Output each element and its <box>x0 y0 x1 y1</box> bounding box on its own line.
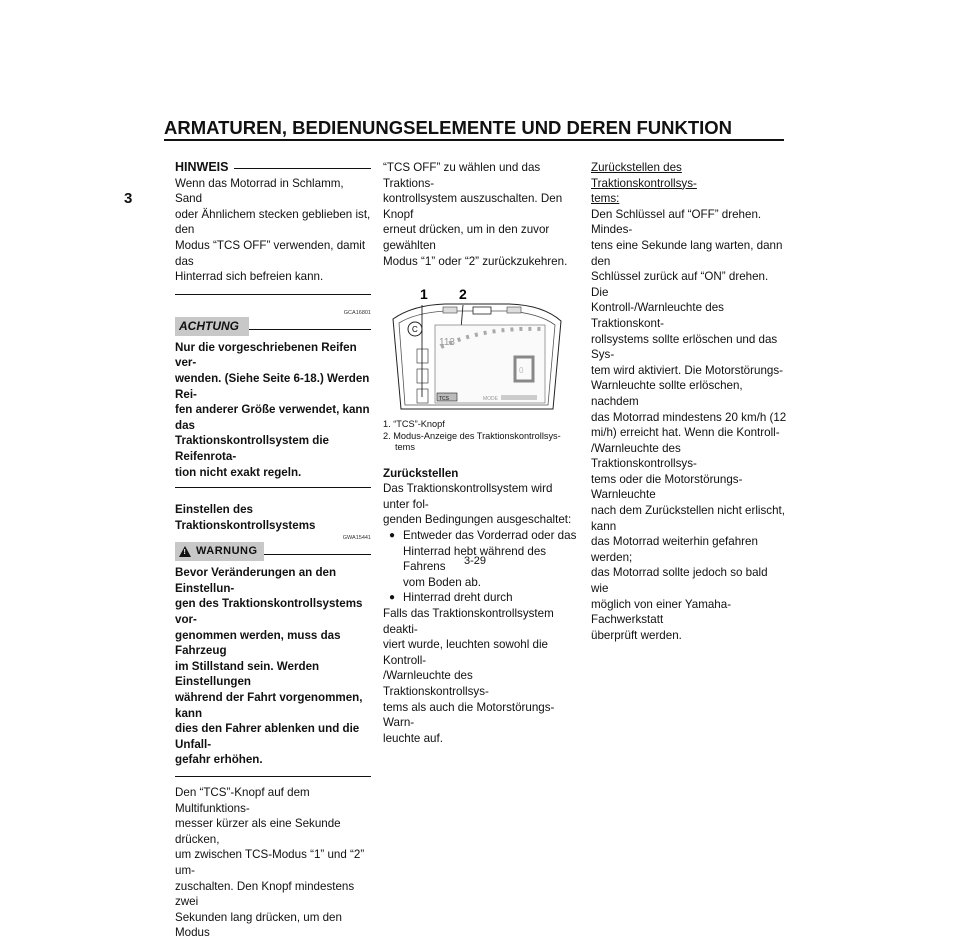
body-line: Kontroll-/Warnleuchte des Traktionskont- <box>591 301 724 330</box>
caption-2: 2. Modus-Anzeige des Traktionskontrollsys- <box>383 430 561 441</box>
body-line: tems oder die Motorstörungs-Warnleuchte <box>591 472 743 502</box>
title-rule <box>164 139 784 141</box>
intro-line: “TCS OFF” zu wählen und das Traktions- <box>383 161 541 190</box>
hinweis-line: Modus “TCS OFF” verwenden, damit das <box>175 238 366 268</box>
body-line: messer kürzer als eine Sekunde drücken, <box>175 817 341 846</box>
warning-triangle-icon: ! <box>179 546 191 557</box>
warnung-line: Bevor Veränderungen an den Einstellun- <box>175 566 337 595</box>
warnung-code: GWA15441 <box>342 535 371 542</box>
display-tcs: TCS <box>439 396 449 403</box>
body-line: zuschalten. Den Knopf mindestens zwei <box>175 879 355 909</box>
multifunction-meter-illustration <box>383 269 573 419</box>
warnung-header <box>175 542 371 561</box>
body-line: tem wird aktiviert. Die Motorstörungs- <box>591 363 783 377</box>
achtung-line: wenden. (Siehe Seite 6-18.) Werden Rei- <box>175 371 370 401</box>
body-line: das Motorrad mindestens 20 km/h (12 <box>591 410 787 424</box>
after-line: leuchte auf. <box>383 731 443 745</box>
display-speed: 113 <box>439 337 455 349</box>
column-1 <box>175 160 371 941</box>
body-line: das Motorrad sollte jedoch so bald wie <box>591 566 768 596</box>
bullet-text: Hinterrad hebt während des Fahrens <box>403 544 547 574</box>
body-line: möglich von einer Yamaha-Fachwerkstatt <box>591 597 732 627</box>
warnung-line: gen des Traktionskontrollsystems vor- <box>175 597 363 627</box>
reset-line: Das Traktionskontrollsystem wird unter fol- <box>383 482 553 511</box>
after-line: Falls das Traktionskontrollsystem deakti- <box>383 607 554 636</box>
achtung-line: Nur die vorgeschriebenen Reifen ver- <box>175 340 357 370</box>
hinweis-rule <box>234 168 371 169</box>
body-line: das Motorrad weiterhin gefahren werden; <box>591 535 758 564</box>
reset-section-heading: Zurückstellen des Traktionskontrollsys- <box>591 161 697 190</box>
reset-heading: Zurückstellen <box>383 466 459 480</box>
achtung-header <box>175 317 371 336</box>
warnung-line: gefahr erhöhen. <box>175 753 263 767</box>
achtung-line: Traktionskontrollsystem die Reifenrota- <box>175 434 329 463</box>
intro-line: kontrollsystem auszuschalten. Den Knopf <box>383 192 563 221</box>
body-line: mi/h) erreicht hat. Wenn die Kontroll- <box>591 426 780 440</box>
meter-figure <box>383 269 573 419</box>
after-line: viert wurde, leuchten sowohl die Kontroll- <box>383 638 548 667</box>
display-gear: 0 <box>519 366 524 376</box>
bullet-text: Entweder das Vorderrad oder das <box>403 529 577 543</box>
body-line: Den Schlüssel auf “OFF” drehen. Mindes- <box>591 207 762 237</box>
list-item <box>383 590 579 606</box>
bullet-icon: ● <box>389 530 396 542</box>
achtung-code: GCA16801 <box>343 309 371 316</box>
warnung-rule <box>264 554 371 555</box>
warnung-line: dies den Fahrer ablenken und die Unfall- <box>175 722 360 751</box>
warnung-line: während der Fahrt vorgenommen, kann <box>175 691 363 720</box>
caption-1: 1. “TCS”-Knopf <box>383 419 445 430</box>
page-title: ARMATUREN, BEDIENUNGSELEMENTE UND DEREN FUNKTION <box>164 117 733 138</box>
reset-line: genden Bedingungen ausgeschaltet: <box>383 513 572 527</box>
intro-line: erneut drücken, um in den zuvor gewählten <box>383 223 550 252</box>
page-number: 3-29 <box>464 555 487 567</box>
achtung-badge: ACHTUNG <box>175 317 249 336</box>
figure-label-2: 2 <box>459 286 467 303</box>
warnung-line: genommen werden, muss das Fahrzeug <box>175 628 341 658</box>
achtung-line: fen anderer Größe verwendet, kann das <box>175 403 370 432</box>
column-3 <box>591 160 787 643</box>
hinweis-label: HINWEIS <box>175 160 229 174</box>
hinweis-line: oder Ähnlichem stecken geblieben ist, den <box>175 207 371 237</box>
body-line: /Warnleuchte des Traktionskontrollsys- <box>591 441 697 471</box>
achtung-line: tion nicht exakt regeln. <box>175 465 302 479</box>
section-heading: Einstellen des Traktionskontrollsystems <box>175 503 316 532</box>
body-line: Den “TCS”-Knopf auf dem Multifunktions- <box>175 786 310 815</box>
after-line: tems als auch die Motorstörungs-Warn- <box>383 700 555 730</box>
svg-text:C: C <box>412 325 418 335</box>
bullet-text: Hinterrad dreht durch <box>403 591 513 605</box>
warnung-line: im Stillstand sein. Werden Einstellungen <box>175 659 320 689</box>
chapter-number: 3 <box>124 190 133 207</box>
hinweis-line: Hinterrad sich befreien kann. <box>175 270 324 284</box>
reset-section-heading-cont: tems: <box>591 192 620 206</box>
achtung-rule <box>249 329 371 330</box>
body-line: tens eine Sekunde lang warten, dann den <box>591 238 783 268</box>
body-line: um zwischen TCS-Modus “1” und “2” um- <box>175 848 365 877</box>
body-line: nach dem Zurückstellen nicht erlischt, kann <box>591 504 785 533</box>
bullet-icon: ● <box>389 592 396 604</box>
display-mode: MODE <box>483 396 498 403</box>
hinweis-line: Wenn das Motorrad in Schlamm, Sand <box>175 176 344 206</box>
figure-label-1: 1 <box>420 286 428 303</box>
intro-line: Modus “1” oder “2” zurückzukehren. <box>383 254 568 268</box>
column-2 <box>383 160 579 746</box>
body-line: Warnleuchte sollte erlöschen, nachdem <box>591 379 743 408</box>
after-line: /Warnleuchte des Traktionskontrollsys- <box>383 669 489 698</box>
body-line: Sekunden lang drücken, um den Modus <box>175 910 342 940</box>
body-line: Schlüssel zurück auf “ON” drehen. Die <box>591 270 769 299</box>
warnung-label: WARNUNG <box>196 545 258 558</box>
body-line: überprüft werden. <box>591 628 682 642</box>
warnung-badge <box>175 542 264 561</box>
bullet-text: vom Boden ab. <box>403 575 481 589</box>
list-item <box>383 528 579 544</box>
caption-2-cont: tems <box>395 442 415 453</box>
body-line: rollsystems sollte erlöschen und das Sys- <box>591 332 778 362</box>
hinweis-header <box>175 160 371 176</box>
